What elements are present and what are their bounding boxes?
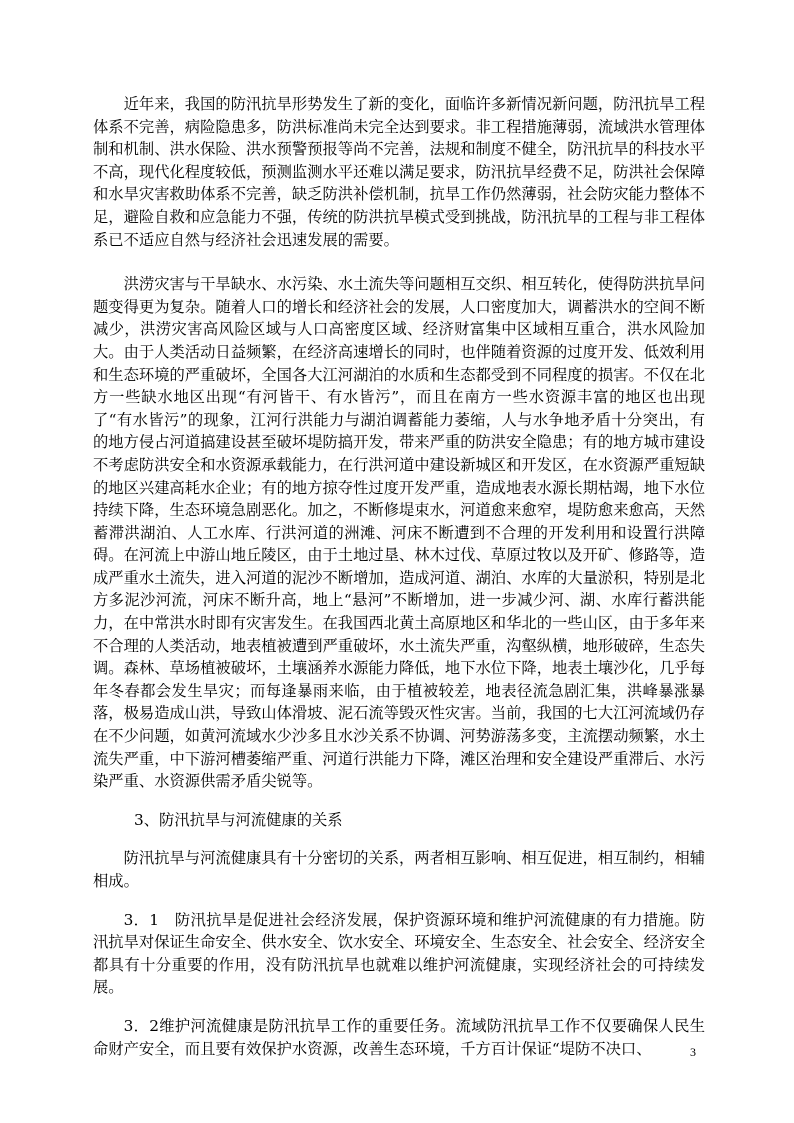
paragraph-point-3-2: 3．2维护河流健康是防汛抗旱工作的重要任务。流域防汛抗旱工作不仅要确保人民生命财产安全，而且要有效保护水资源，改善生态环境，千方百计保证“堤防不决口、 <box>93 1016 705 1058</box>
paragraph-flood-drought-problems: 洪涝灾害与干旱缺水、水污染、水土流失等问题相互交织、相互转化，使得防洪抗旱问题变得更为复杂。随着人口的增长和经济社会的发展，人口密度加大，调蓄洪水的空间不断减少，洪涝灾害高风险区域与人口高密度区域、经济财富集中区域相互重合，洪水风险加大。由于人类活动日益频繁，在经济高速增长的同时，也伴随着资源的过度开发、低效利用和生态环境的严重破坏，全国各大江河湖泊的水质和生态都受到不同程度的损害。不仅在北方一些缺水地区出现“有河皆干、有水皆污”，而且在南方一些水资源丰富的地区也出现了“有水皆污”的现象，江河行洪能力与湖泊调蓄能力萎缩，人与水争地矛盾十分突出，有的地方侵占河道搞建设甚至破坏堤防搞开发，带来严重的防洪安全隐患；有的地方城市建设不考虑防洪安全和水资源承载能力，在行洪河道中建设新城区和开发区，在水资源严重短缺的地区兴建高耗水企业；有的地方掠夺性过度开发严重，造成地表水源长期枯竭，地下水位持续下降，生态环境急剧恶化。加之，不断修堤束水，河道愈来愈窄，堤防愈来愈高，天然蓄滞洪湖泊、人工水库、行洪河道的洲滩、河床不断遭到不合理的开发利用和设置行洪障碍。在河流上中游山地丘陵区，由于土地过垦、林木过伐、草原过牧以及开矿、修路等，造成严重水土流失，进入河道的泥沙不断增加，造成河道、湖泊、水库的大量淤积，特别是北方多泥沙河流，河床不断升高，地上“悬河”不断增加，进一步减少河、湖、水库行蓄洪能力，在中常洪水时即有灾害发生。在我国西北黄土高原地区和华北的一些山区，由于多年来不合理的人类活动，地表植被遭到严重破坏，水土流失严重，沟壑纵横，地形破碎，生态失调。森林、草场植被破坏，土壤涵养水源能力降低，地下水位下降，地表土壤沙化，几乎每年冬春都会发生旱灾；而每逢暴雨来临，由于植被较差，地表径流急剧汇集，洪峰暴涨暴落，极易造成山洪，导致山体滑坡、泥石流等毁灭性灾害。当前，我国的七大江河流域仍存在不少问题，如黄河流域水少沙多且水沙关系不协调、河势游荡多变，主流摆动频繁，水土流失严重，中下游河槽萎缩严重、河道行洪能力下降，滩区治理和安全建设严重滞后、水污染严重、水资源供需矛盾尖锐等。 <box>93 275 705 791</box>
page-number: 3 <box>690 1045 696 1059</box>
paragraph-point-3-1: 3．1 防汛抗旱是促进社会经济发展，保护资源环境和维护河流健康的有力措施。防汛抗旱对保证生命安全、供水安全、饮水安全、环境安全、生态安全、社会安全、经济安全都具有十分重要的作用，没有防汛抗旱也就难以维护河流健康，实现经济社会的可持续发展。 <box>93 910 705 997</box>
paragraph-flood-situation: 近年来，我国的防汛抗旱形势发生了新的变化，面临许多新情况新问题，防汛抗旱工程体系不完善，病险隐患多，防洪标准尚未完全达到要求。非工程措施薄弱，流域洪水管理体制和机制、洪水保险、洪水预警预报等尚不完善，法规和制度不健全，防汛抗旱的科技水平不高，现代化程度较低，预测监测水平还难以满足要求，防汛抗旱经费不足，防洪社会保障和水旱灾害救助体系不完善，缺乏防洪补偿机制，抗旱工作仍然薄弱，社会防灾能力整体不足，避险自救和应急能力不强，传统的防洪抗旱模式受到挑战，防汛抗旱的工程与非工程体系已不适应自然与经济社会迅速发展的需要。 <box>93 95 705 249</box>
paragraph-relationship-intro: 防汛抗旱与河流健康具有十分密切的关系，两者相互影响、相互促进，相互制约，相辅相成。 <box>93 849 705 890</box>
section-heading: 3、防汛抗旱与河流健康的关系 <box>134 810 343 829</box>
document-body <box>93 93 705 1060</box>
